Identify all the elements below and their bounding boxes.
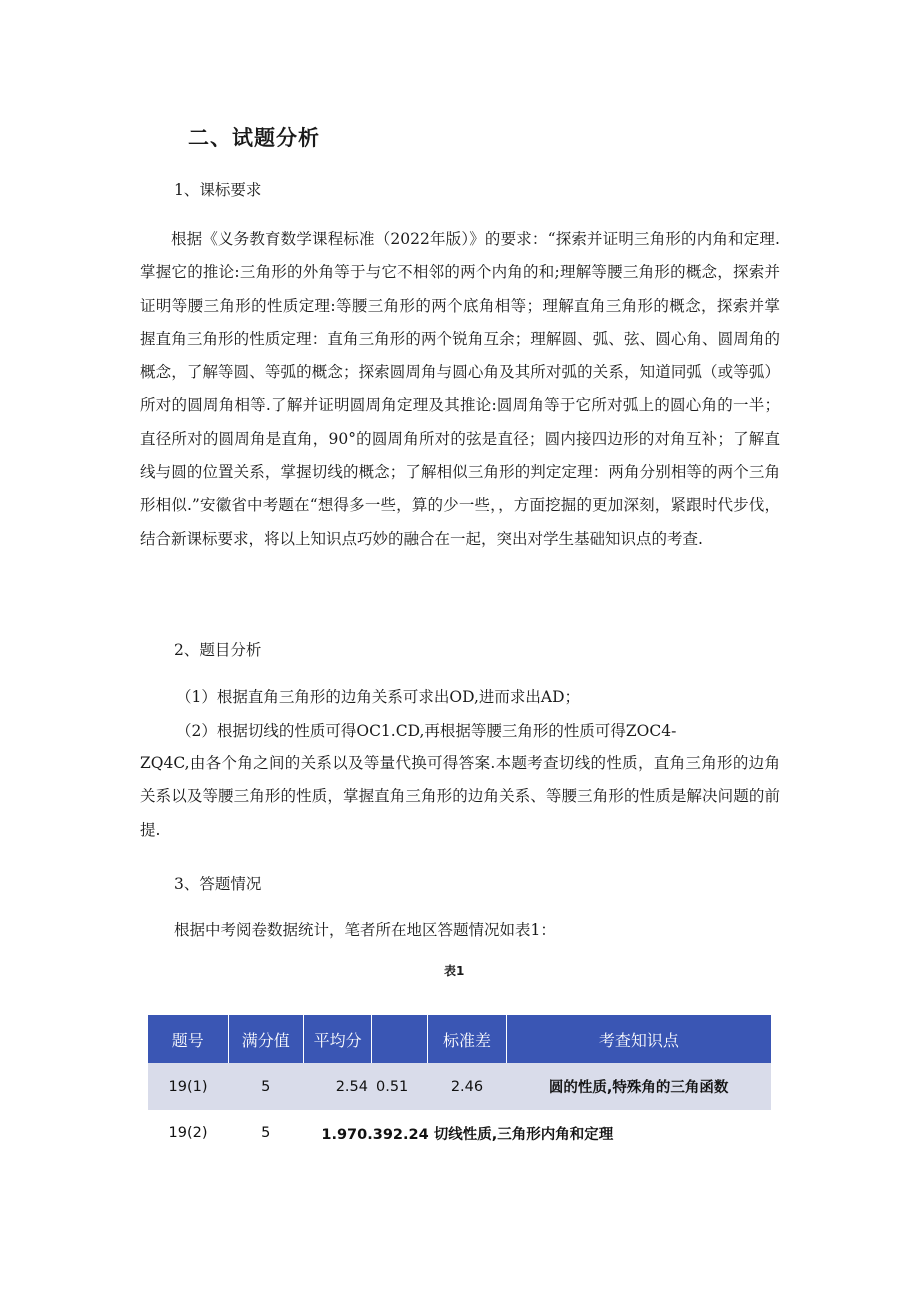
header-average: 平均分: [303, 1015, 372, 1063]
header-full-score: 满分值: [228, 1015, 303, 1063]
curriculum-paragraph: 根据《义务教育数学课程标准（2022年版）》的要求：“探索并证明三角形的内角和定理.掌握它的推论:三角形的外角等于与它不相邻的两个内角的和;理解等腰三角形的概念，探索并证明等腰三角形的性质定理:等腰三角形的两个底角相等；理解直角三角形的概念，探索并掌握直角三角形的性质定理：直角三角形的两个锐角互余；理解圆、弧、弦、圆心角、圆周角的概念，了解等圆、等弧的概念；探索圆周角与圆心角及其所对弧的关系，知道同弧（或等弧）所对的圆周角相等.了解并证明圆周角定理及其推论:圆周角等于它所对弧上的圆心角的一半；直径所对的圆周角是直角，90°的圆周角所对的弦是直径；圆内接四边形的对角互补；了解直线与圆的位置关系，掌握切线的概念；了解相似三角形的判定定理：两角分别相等的两个三角形相似.”安徽省中考题在“想得多一些，算的少一些，，方面挖掘的更加深刻，紧跟时代步伐，结合新课标要求，将以上知识点巧妙的融合在一起，突出对学生基础知识点的考查.: [140, 230, 780, 548]
analysis-item-2-rest: ZQ4C,由各个角之间的关系以及等量代换可得答案.本题考查切线的性质，直角三角形的边角关系以及等腰三角形的性质，掌握直角三角形的边角关系、等腰三角形的性质是解决问题的前提.: [140, 754, 780, 839]
table-header-row: [148, 1015, 771, 1063]
analysis-item-1: （1）根据直角三角形的边角关系可求出OD,进而求出AD；: [176, 688, 580, 706]
header-blank: [372, 1015, 428, 1063]
table-row: [148, 1110, 771, 1156]
header-std-dev: 标准差: [428, 1015, 506, 1063]
subsection-question-analysis: 2、题目分析: [174, 641, 262, 659]
cell-merged-values: 1.970.392.24 切线性质,三角形内角和定理: [303, 1110, 771, 1156]
analysis-item-2-first-line: （2）根据切线的性质可得OC1.CD,再根据等腰三角形的性质可得ZOC4-: [176, 722, 677, 740]
cell-std-dev: 2.46: [428, 1063, 506, 1110]
cell-question-no: 19(1): [148, 1063, 228, 1110]
section-title: 二、试题分析: [188, 126, 320, 150]
header-question-no: 题号: [148, 1015, 228, 1063]
cell-full-score: 5: [228, 1063, 303, 1110]
table-row: [148, 1063, 771, 1110]
cell-question-no: 19(2): [148, 1110, 228, 1156]
subsection-answer-stats: 3、答题情况: [174, 875, 262, 893]
answer-stats-table: [148, 1015, 771, 1156]
cell-value: 0.51: [372, 1063, 428, 1110]
subsection-curriculum: 1、课标要求: [174, 181, 262, 199]
header-knowledge-point: 考查知识点: [506, 1015, 771, 1063]
cell-knowledge-point: 圆的性质,特殊角的三角函数: [506, 1063, 771, 1110]
table-caption: 表1: [444, 964, 465, 978]
stats-intro: 根据中考阅卷数据统计，笔者所在地区答题情况如表1：: [174, 921, 556, 939]
cell-average: 2.54: [303, 1063, 372, 1110]
cell-full-score: 5: [228, 1110, 303, 1156]
